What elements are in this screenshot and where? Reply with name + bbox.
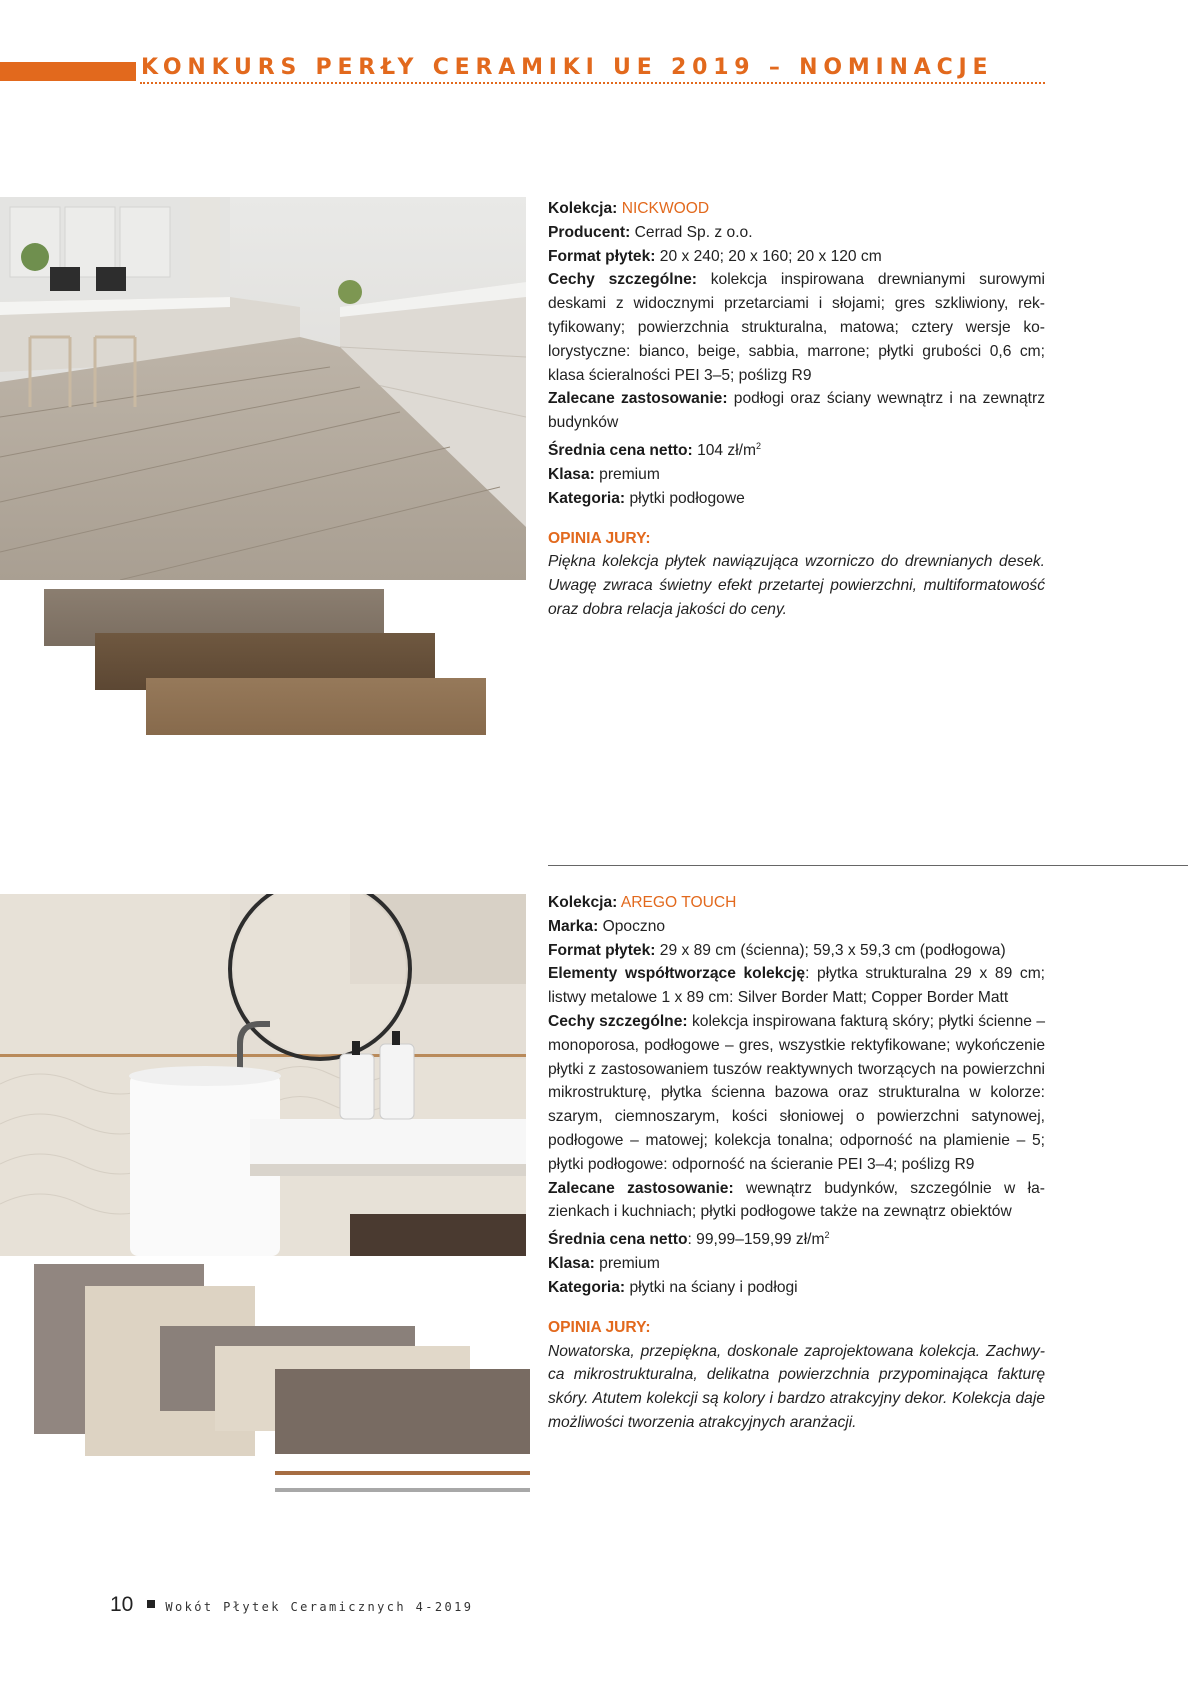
spec-line: Klasa: premium	[548, 1255, 660, 1273]
spec-line: Producent: Cerrad Sp. z o.o.	[548, 223, 753, 241]
spec-line: Kolekcja: AREGO TOUCH	[548, 894, 737, 911]
spec-line: Klasa: premium	[548, 465, 660, 483]
spec-line: Format płytek: 20 x 240; 20 x 160; 20 x 120 cm	[548, 247, 882, 265]
spec-line: Średnia cena netto: 104 $zł/m^2$	[548, 440, 762, 460]
spec-line: Cechy szczególne: kolekcja inspirowana drewnianymi surowymi deskami z widocznymi przetarciami i słojami; gres szkliwiony, rektyfikowany; powierzchnia strukturalna, matowa; cztery wersje kolorystyczne: bianco, beige, sabbia, marrone; płytki grubości 0,6 cm; klasa ścieralności PEI 3–5; poślizg R9	[548, 271, 1045, 384]
spec-line: Zalecane zastosowanie: wewnątrz budynków, szczególnie w łazienkach i kuchniach; płytki podłogowe także na zewnątrz obiektów	[548, 1179, 1045, 1221]
nickwood-description	[548, 197, 1045, 622]
nickwood-swatch-medium	[146, 678, 486, 735]
spec-line: Zalecane zastosowanie: podłogi oraz ściany wewnątrz i na zewnątrz budynków	[548, 390, 1046, 432]
spec-line: Kolekcja: NICKWOOD	[548, 200, 710, 217]
jury-heading: OPINIA JURY:	[548, 529, 651, 547]
arego-touch-description	[548, 891, 1045, 1435]
copper-border-strip	[275, 1471, 530, 1475]
section-divider	[548, 865, 1188, 866]
jury-opinion: Nowatorska, przepiękna, doskonale zaprojektowana kolekcja. Zachwyca mikrostrukturalna, delikatna powierzchnia przypominająca fakturę skóry. Atutem kolekcji są kolory i bardzo atrakcyjny dekor. Kolekcja daje możliwości tworzenia atrakcyjnych aranżacji.	[548, 1342, 1045, 1431]
spec-line: Cechy szczególne: kolekcja inspirowana fakturą skóry; płytki ścienne – monoporosa, podłogowe – gres, wszystkie rektyfikowane; wykończenie płytki z zastosowaniem tuszów reaktywnych tworzących na powierzchni mikrostrukturę, płytka ścienna bazowa oraz strukturalna w kolorze: szarym, ciemnoszarym, kości słoniowej o powierzchni satynowej, podłogowe – matowej; kolekcja tonalna; odporność na plamienie – 5; płytki podłogowe: odporność na ścieranie PEI 3–4; poślizg R9	[548, 1012, 1045, 1173]
arego-touch-interior-photo	[0, 894, 526, 1256]
jury-heading: OPINIA JURY:	[548, 1318, 651, 1336]
header-accent-bar	[0, 62, 136, 81]
header-dotted-rule	[140, 82, 1045, 84]
arego-swatch-dark	[275, 1369, 530, 1454]
page-footer	[110, 1593, 473, 1617]
spec-line: Marka: Opoczno	[548, 917, 666, 935]
nickwood-interior-photo	[0, 197, 526, 580]
jury-opinion: Piękna kolekcja płytek nawiązująca wzorniczo do drewnianych desek. Uwagę zwraca świetny efekt przetartej powierzchni, multiformatowość oraz dobra relacja jakości do ceny.	[548, 553, 1045, 618]
footer-square-icon	[147, 1600, 155, 1608]
spec-line: Elementy współtworzące kolekcję: płytka strukturalna 29 x 89 cm; listwy metalowe 1 x 89 cm: Silver Border Matt; Copper Border Matt	[548, 965, 1046, 1007]
page-number: 10	[110, 1593, 134, 1616]
spec-line: Średnia cena netto: 99,99–159,99 $zł/m^2$	[548, 1230, 830, 1249]
magazine-title: Wokót Płytek Ceramicznych 4-2019	[165, 1600, 474, 1614]
page-header-title: KONKURS PERŁY CERAMIKI UE 2019 – NOMINACJE	[141, 55, 994, 80]
spec-line: Kategoria: płytki na ściany i podłogi	[548, 1278, 798, 1296]
spec-line: Format płytek: 29 x 89 cm (ścienna); 59,3 x 59,3 cm (podłogowa)	[548, 941, 1006, 959]
silver-border-strip	[275, 1488, 530, 1492]
spec-line: Kategoria: płytki podłogowe	[548, 489, 745, 507]
